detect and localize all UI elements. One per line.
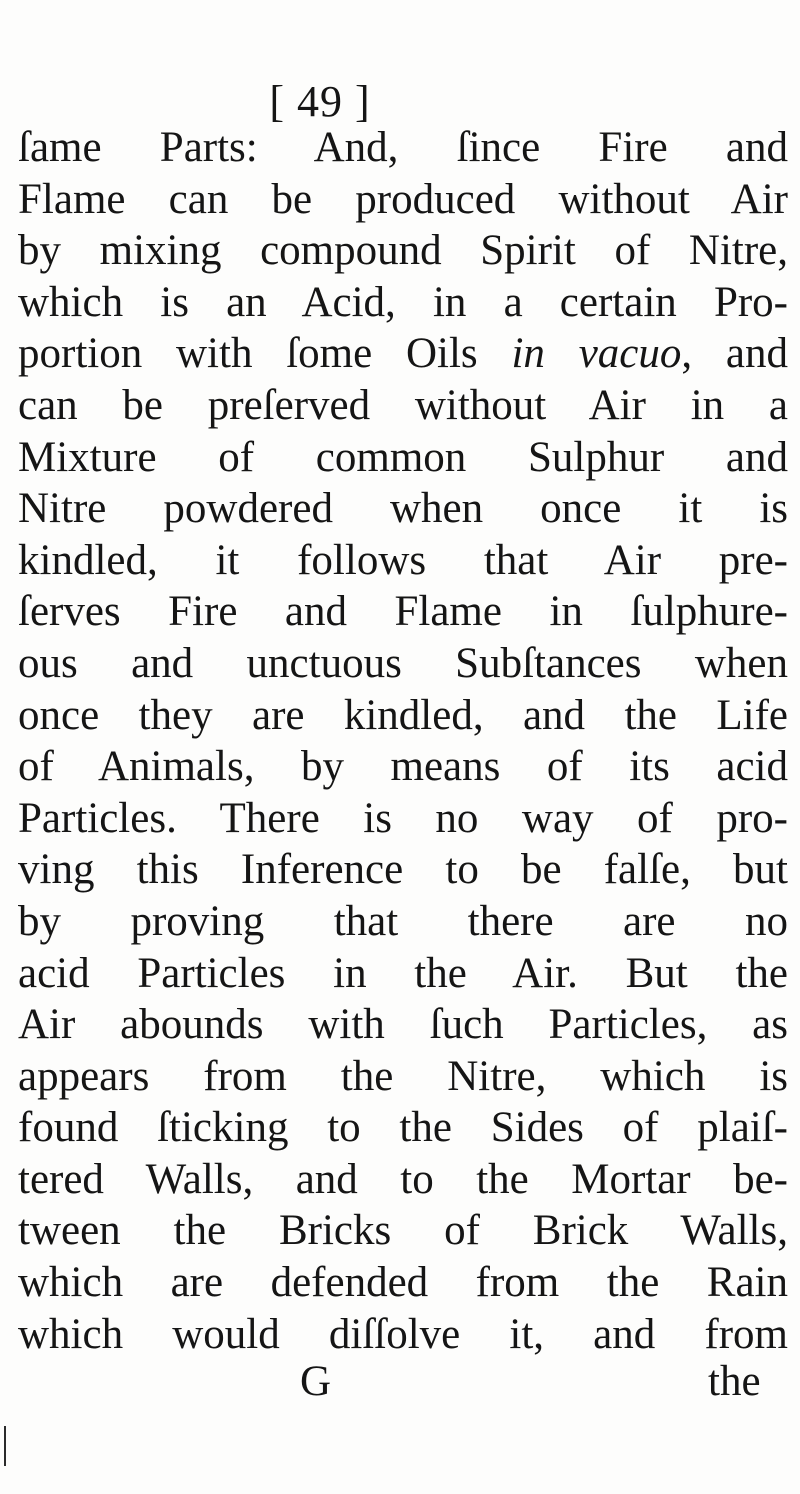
page-number: [ 49 ]: [269, 77, 371, 126]
text-line: ſame Parts: And, ſince Fire and: [18, 124, 788, 171]
margin-mark: [4, 1426, 6, 1466]
body-text: [18, 122, 788, 1360]
text-line: by mixing compound Spirit of Nitre,: [18, 227, 788, 275]
page-footer: [0, 1354, 800, 1410]
signature-mark: G: [300, 1358, 332, 1405]
catchword: the: [708, 1358, 761, 1405]
text-line: once they are kindled, and the Life: [18, 691, 788, 739]
text-line: of Animals, by means of its acid: [18, 743, 788, 791]
text-line: found ſticking to the Sides of plaiſ-: [18, 1104, 788, 1152]
text-line: Mixture of common Sulphur and: [18, 433, 788, 481]
text-line: by proving that there are no: [18, 897, 788, 945]
text-line: ous and unctuous Subſtances when: [18, 639, 788, 687]
text-line: appears from the Nitre, which is: [18, 1052, 788, 1100]
text-line: kindled, it follows that Air pre-: [18, 536, 788, 584]
text-line: can be preſerved without Air in a: [18, 381, 788, 429]
text-line: which are defended from the Rain: [18, 1259, 788, 1307]
text-line: Nitre powdered when once it is: [18, 485, 788, 533]
text-line: tered Walls, and to the Mortar be-: [18, 1155, 788, 1203]
text-line: Flame can be produced without Air: [18, 175, 788, 223]
text-line: which is an Acid, in a certain Pro-: [18, 278, 788, 326]
text-line: which would diſſolve it, and from: [18, 1310, 788, 1358]
text-line: Air abounds with ſuch Particles, as: [18, 1001, 788, 1049]
text-segment: portion with ſome Oils: [18, 330, 478, 378]
text-line: ſerves Fire and Flame in ſulphure-: [18, 588, 788, 636]
text-line: Particles. There is no way of pro-: [18, 794, 788, 842]
italic-phrase: in vacuo: [511, 330, 682, 378]
text-line: ving this Inference to be falſe, but: [18, 846, 788, 894]
text-segment: , and: [681, 330, 788, 378]
text-line: acid Particles in the Air. But the: [18, 949, 788, 997]
text-line: [18, 328, 788, 380]
text-line: tween the Bricks of Brick Walls,: [18, 1207, 788, 1255]
